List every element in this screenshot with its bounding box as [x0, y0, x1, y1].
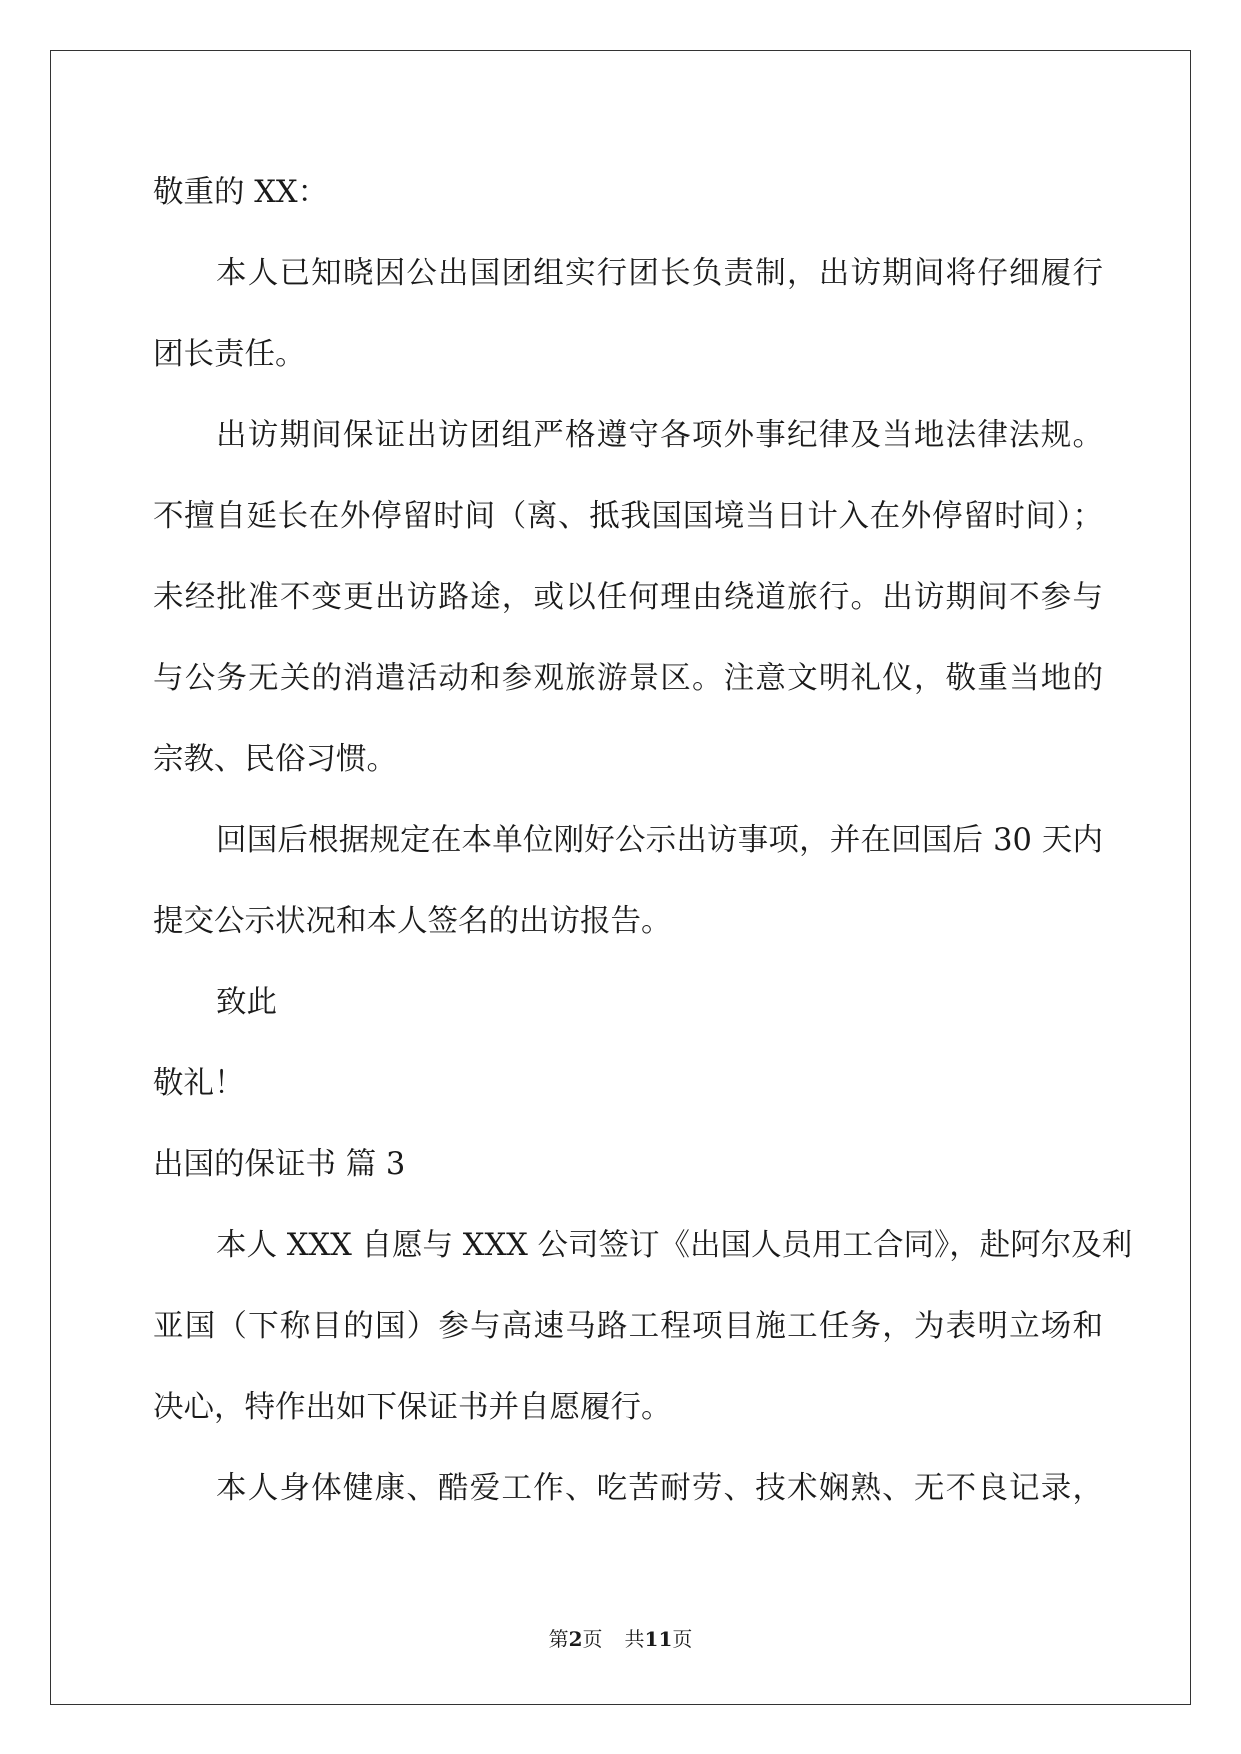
- text-line: 本人已知晓因公出国团组实行团长负责制，出访期间将仔细履行: [216, 256, 1103, 291]
- text-line: 本人身体健康、酷爱工作、吃苦耐劳、技术娴熟、无不良记录，: [216, 1471, 1103, 1506]
- text-line: 敬重的 XX：: [153, 175, 329, 210]
- text-line: 提交公示状况和本人签名的出访报告。: [153, 904, 672, 939]
- document-body: [153, 152, 1133, 1529]
- page-suffix: 页: [582, 1627, 603, 1651]
- section-heading: [153, 1124, 1103, 1205]
- paragraph: [153, 395, 1103, 800]
- text-line: 宗教、民俗习惯。: [153, 742, 397, 777]
- total-pages: 11: [644, 1627, 673, 1651]
- section-heading-text: 出国的保证书 篇 3: [153, 1147, 406, 1182]
- page-number: [0, 1627, 1241, 1651]
- paragraph: [153, 233, 1103, 395]
- total-prefix: 共: [624, 1627, 645, 1651]
- text-line: 回国后根据规定在本单位刚好公示出访事项，并在回国后 30 天内: [216, 823, 1103, 858]
- text-line: 团长责任。: [153, 337, 306, 372]
- paragraph: [153, 800, 1103, 962]
- paragraph-salutation: [153, 152, 1103, 233]
- paragraph: [153, 1448, 1103, 1529]
- total-suffix: 页: [672, 1627, 693, 1651]
- page-prefix: 第: [548, 1627, 569, 1651]
- text-line: 未经批准不变更出访路途，或以任何理由绕道旅行。出访期间不参与: [153, 580, 1103, 615]
- text-line: 敬礼！: [153, 1066, 245, 1101]
- paragraph: [153, 1205, 1133, 1448]
- text-line: 致此: [216, 985, 277, 1020]
- paragraph-regards: [153, 1043, 1103, 1124]
- text-line: 与公务无关的消遣活动和参观旅游景区。注意文明礼仪，敬重当地的: [153, 661, 1103, 696]
- text-line: 亚国（下称目的国）参与高速马路工程项目施工任务，为表明立场和: [153, 1309, 1103, 1344]
- paragraph-closing: [153, 962, 1103, 1043]
- text-line: 不擅自延长在外停留时间（离、抵我国国境当日计入在外停留时间）；: [153, 499, 1103, 534]
- text-line: 本人 XXX 自愿与 XXX 公司签订《出国人员用工合同》，赴阿尔及利: [216, 1228, 1133, 1263]
- text-line: 出访期间保证出访团组严格遵守各项外事纪律及当地法律法规。: [216, 418, 1103, 453]
- text-line: 决心，特作出如下保证书并自愿履行。: [153, 1390, 672, 1425]
- current-page: 2: [568, 1627, 583, 1651]
